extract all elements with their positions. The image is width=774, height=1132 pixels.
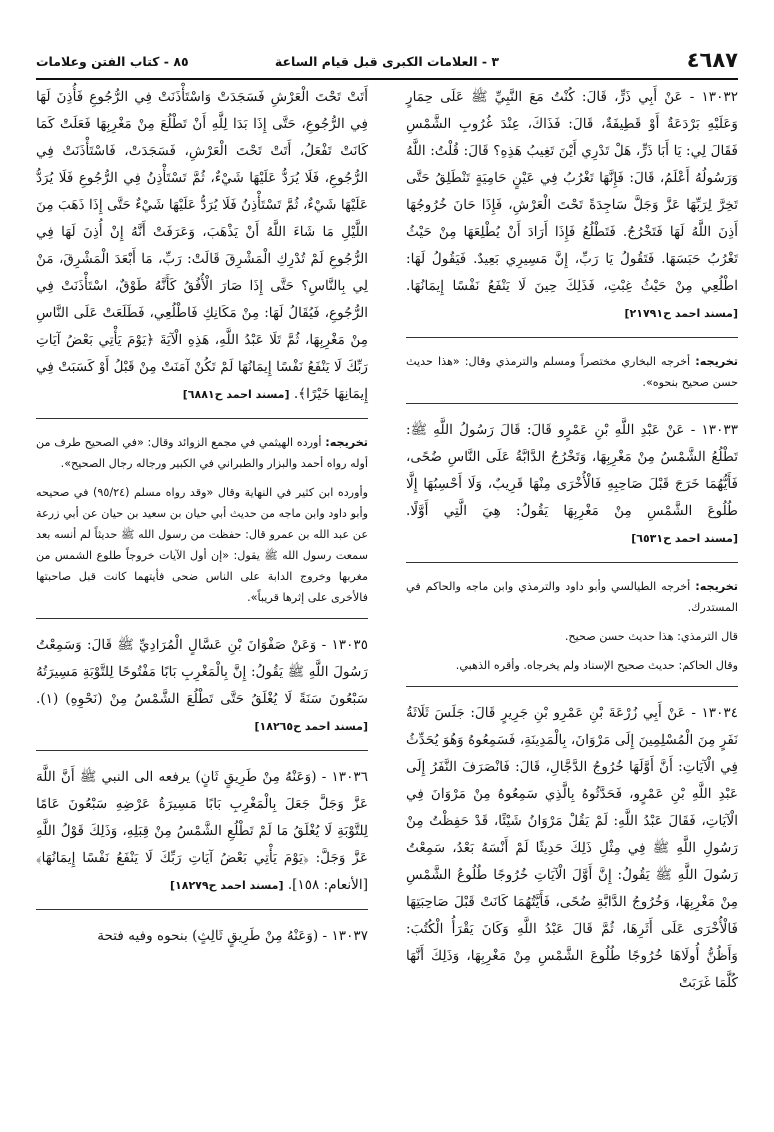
hadith-13037 (36, 923, 368, 950)
hadith-reference: [مسند احمد ح١٨٢٦٥] (254, 720, 368, 733)
hakim-note: وقال الحاكم: حديث صحيح الإسناد ولم يخرجاه. وأقره الذهبي. (455, 659, 738, 672)
hadith-text: ١٣٠٣٢ - عَنْ أَبِي ذَرٍّ، قَالَ: كُنْتُ مَعَ النَّبِيِّ ﷺ عَلَى حِمَارٍ وَعَلَيْهِ بَرْدَعَةٌ أَوْ قَطِيفَةٌ، قَالَ: فَذَاكَ، عِنْدَ غُرُوبِ الشَّمْسِ فَقَالَ لِي: يَا أَبَا ذَرٍّ، هَلْ تَدْرِي أَيْنَ تَغِيبُ هَذِهِ؟ قَالَ: قُلْتُ: اللَّهُ وَرَسُولُهُ أَعْلَمُ، قَالَ: فَإِنَّهَا تَغْرُبُ فِي عَيْنٍ حَامِيَةٍ تَنْطَلِقُ حَتَّى تَخِرَّ لِرَبِّهَا عَزَّ وَجَلَّ سَاجِدَةً تَحْتَ الْعَرْشِ، فَإِذَا حَانَ خُرُوجُهَا أَذِنَ اللَّهُ لَهَا فَتَخْرُجُ. فَتَطْلُعُ فَإِذَا أَرَادَ أَنْ يُطْلِعَهَا مِنْ حَيْثُ تَغْرُبُ حَبَسَهَا. فَتَقُولُ يَا رَبِّ، إِنَّ مَسِيرِي بَعِيدٌ. فَيَقُولُ لَهَا: اطْلُعِي مِنْ حَيْثُ غِبْتِ، فَذَلِكَ حِينَ لَا يَنْفَعُ نَفْسًا إِيمَانُهَا. (406, 89, 738, 294)
book-title: ٨٥ - كتاب الفتن وعلامات (36, 54, 189, 69)
page-number: ٤٦٨٧ (686, 48, 738, 72)
right-column (406, 84, 738, 1003)
hadith-13032-continued (36, 84, 368, 408)
ibn-kathir-note: وأورده ابن كثير في النهاية وقال «وقد رواه مسلم (٩٥/٢٤) في صحيحه وأبو داود وابن ماجه من حديث أبي حيان بن سعيد بن حيان عن أبي زرعة عن عبد الله بن عمرو قال: حفظت من رسول الله ﷺ حديثاً لم أنسه بعد سمعت رسول الله ﷺ يقول: «إن أول الآيات خروجاً طلوع الشمس من مغربها وخروج الدابة على الناس ضحى فأيتهما كانت قبل صاحبتها فالأخرى على إثرها قريباً». (36, 486, 368, 604)
takhrij-text: أخرجه البخاري مختصراً ومسلم والترمذي وقال: «هذا حديث حسن صحيح بنحوه». (406, 355, 738, 389)
hadith-reference: [مسند احمد ح١٨٢٧٩] (170, 879, 284, 892)
hadith-text: ١٣٠٣٤ - عَنْ أَبِي زُرْعَةَ بْنِ عَمْرِو بْنِ جَرِيرٍ قَالَ: جَلَسَ ثَلَاثَةُ نَفَرٍ مِنَ الْمُسْلِمِينَ إِلَى مَرْوَانَ، بِالْمَدِينَةِ، فَسَمِعُوهُ وَهُوَ يُحَدِّثُ فِي الْآيَاتِ: أَنَّ أَوَّلَهَا خُرُوجُ الدَّجَّالِ، قَالَ: فَانْصَرَفَ النَّفَرُ إِلَى عَبْدِ اللَّهِ بْنِ عَمْرٍو، فَحَدَّثُوهُ بِالَّذِي سَمِعُوهُ مِنْ مَرْوَانَ فِي الْآيَاتِ، فَقَالَ عَبْدُ اللَّهِ: لَمْ يَقُلْ مَرْوَانُ شَيْئًا، قَدْ حَفِظْتُ مِنْ رَسُولِ اللَّهِ ﷺ فِي مِثْلِ ذَلِكَ حَدِيثًا لَمْ أَنْسَهُ بَعْدُ، سَمِعْتُ رَسُولَ اللَّهِ ﷺ يَقُولُ: إِنَّ أَوَّلَ الْآيَاتِ خُرُوجًا طُلُوعُ الشَّمْسِ مِنْ مَغْرِبِهَا، وَخُرُوجُ الدَّابَّةِ ضُحًى، فَأَيَّتُهُمَا كَانَتْ قَبْلَ صَاحِبَتِهَا فَالْأُخْرَى عَلَى أَثَرِهَا، ثُمَّ قَالَ عَبْدُ اللَّهِ وَكَانَ يَقْرَأُ الْكُتُبَ: وَأَظُنُّ أُولَاهَا خُرُوجًا طُلُوعَ الشَّمْسِ مِنْ مَغْرِبِهَا، وَذَلِكَ أَنَّهَا كُلَّمَا غَرَبَتْ (406, 705, 738, 991)
hadith-text: ١٣٠٣٥ - وَعَنْ صَفْوَانَ بْنِ عَسَّالٍ الْمُرَادِيِّ ﷺ قَالَ: وَسَمِعْتُ رَسُولَ اللَّهِ ﷺ يَقُولُ: إِنَّ بِالْمَغْرِبِ بَابًا مَفْتُوحًا لِلتَّوْبَةِ مَسِيرَتُهُ سَبْعُونَ سَنَةً لَا يُغْلَقُ حَتَّى تَطْلُعَ الشَّمْسُ مِنْ (نَحْوِهِ) (١). (36, 637, 368, 707)
hadith-13036 (36, 764, 368, 899)
hadith-13034 (406, 700, 738, 997)
hadith-13035 (36, 632, 368, 740)
takhrij-text: أورده الهيثمي في مجمع الزوائد وقال: «في الصحيح طرف من أوله رواه أحمد والبزار والطبراني في الكبير ورجاله رجال الصحيح». (36, 436, 368, 470)
takhrij-13032 (406, 351, 738, 393)
divider (36, 418, 368, 420)
divider (36, 618, 368, 620)
takhrij-label: تخريجه: (695, 580, 738, 593)
divider (406, 403, 738, 405)
hadith-text: أَتَتْ تَحْتَ الْعَرْشِ فَسَجَدَتْ وَاسْتَأْذَنَتْ فِي الرُّجُوعِ فَأُذِنَ لَهَا فِي الرُّجُوعِ، حَتَّى إِذَا بَدَا لِلَّهِ أَنْ تَطْلُعَ مِنْ مَغْرِبِهَا فَعَلَتْ كَمَا كَانَتْ تَفْعَلُ، أَتَتْ تَحْتَ الْعَرْشِ، فَسَجَدَتْ، فَاسْتَأْذَنَتْ فِي الرُّجُوعِ، فَلَا يُرَدُّ عَلَيْهَا شَيْءٌ، ثُمَّ تَسْتَأْذِنُ فِي الرُّجُوعِ فَلَا يُرَدُّ عَلَيْهَا شَيْءٌ، ثُمَّ تَسْتَأْذِنُ فَلَا يُرَدُّ عَلَيْهَا شَيْءٌ حَتَّى إِذَا ذَهَبَ مِنَ اللَّيْلِ مَا شَاءَ اللَّهُ أَنْ يَذْهَبَ، وَعَرَفَتْ أَنَّهُ إِنْ أُذِنَ لَهَا فِي الرُّجُوعِ لَمْ تُدْرِكِ الْمَشْرِقَ قَالَتْ: رَبِّ، مَا أَبْعَدَ الْمَشْرِقَ، مَنْ لِي بِالنَّاسِ؟ حَتَّى إِذَا صَارَ الْأُفُقُ كَأَنَّهُ طَوْقٌ، اسْتَأْذَنَتْ فِي الرُّجُوعِ، فَيُقَالُ لَهَا: مِنْ مَكَانِكِ فَاطْلُعِي، فَطَلَعَتْ عَلَى النَّاسِ مِنْ مَغْرِبِهَا، ثُمَّ تَلَا عَبْدُ اللَّهِ، هَذِهِ الْآيَةَ ﴿يَوْمَ يَأْتِي بَعْضُ آيَاتِ رَبِّكَ لَا يَنْفَعُ نَفْسًا إِيمَانُهَا لَمْ تَكُنْ آمَنَتْ مِنْ قَبْلُ أَوْ كَسَبَتْ فِي إِيمَانِهَا خَيْرًا﴾. (36, 89, 368, 402)
hadith-reference: [مسند احمد ح٦٨٨١] (182, 388, 290, 401)
takhrij-13033 (406, 576, 738, 618)
divider (406, 337, 738, 339)
takhrij-label: تخريجه: (695, 355, 738, 368)
hadith-text: ١٣٠٣٦ - (وَعَنْهُ مِنْ طَرِيقٍ ثَانٍ) يرفعه الى النبي ﷺ أَنَّ اللَّهَ عَزَّ وَجَلَّ جَعَلَ بِالْمَغْرِبِ بَابًا مَسِيرَةُ عَرْضِهِ سَبْعُونَ عَامًا لِلتَّوْبَةِ لَا يُغْلَقُ مَا لَمْ تَطْلُعِ الشَّمْسُ مِنْ قِبَلِهِ، وَذَلِكَ قَوْلُ اللَّهِ عَزَّ وَجَلَّ: ﴿يَوْمَ يَأْتِي بَعْضُ آيَاتِ رَبِّكَ لَا يَنْفَعُ نَفْسًا إِيمَانُهَا﴾ [الأنعام: ١٥٨]. (36, 769, 368, 893)
hadith-13033 (406, 417, 738, 552)
takhrij-text: أخرجه الطيالسي وأبو داود والترمذي وابن ماجه والحاكم في المستدرك. (406, 580, 738, 614)
tirmidhi-note: قال الترمذي: هذا حديث حسن صحيح. (564, 630, 738, 643)
page-header (36, 44, 738, 80)
divider (36, 909, 368, 911)
takhrij-label: تخريجه: (325, 436, 368, 449)
divider (406, 562, 738, 564)
hadith-text: ١٣٠٣٣ - عَنْ عَبْدِ اللَّهِ بْنِ عَمْرٍو قَالَ: قَالَ رَسُولُ اللَّهِ ﷺ: تَطْلُعُ الشَّمْسُ مِنْ مَغْرِبِهَا، وَتَخْرُجُ الدَّابَّةُ عَلَى النَّاسِ ضُحًى، فَأَيُّهُمَا خَرَجَ قَبْلَ صَاحِبِهِ فَالْأُخْرَى مِنْهَا قَرِيبٌ، وَلَا أَحْسِبُهَا إِلَّا طُلُوعَ الشَّمْسِ مِنْ مَغْرِبِهَا يَقُولُ: هِيَ الَّتِي أَوَّلًا. (406, 422, 738, 519)
takhrij-haythami (36, 432, 368, 474)
divider (406, 686, 738, 688)
hadith-reference: [مسند احمد ح٢١٧٩١] (624, 307, 738, 320)
hadith-13032 (406, 84, 738, 327)
divider (36, 750, 368, 752)
chapter-title: ٣ - العلامات الكبرى قبل قيام الساعة (274, 54, 500, 69)
hadith-reference: [مسند احمد ح٦٥٣١] (631, 532, 738, 545)
left-column (36, 84, 368, 956)
hadith-text: ١٣٠٣٧ - (وَعَنْهُ مِنْ طَرِيقٍ ثَالِثٍ) بنحوه وفيه فتحة (97, 928, 368, 944)
